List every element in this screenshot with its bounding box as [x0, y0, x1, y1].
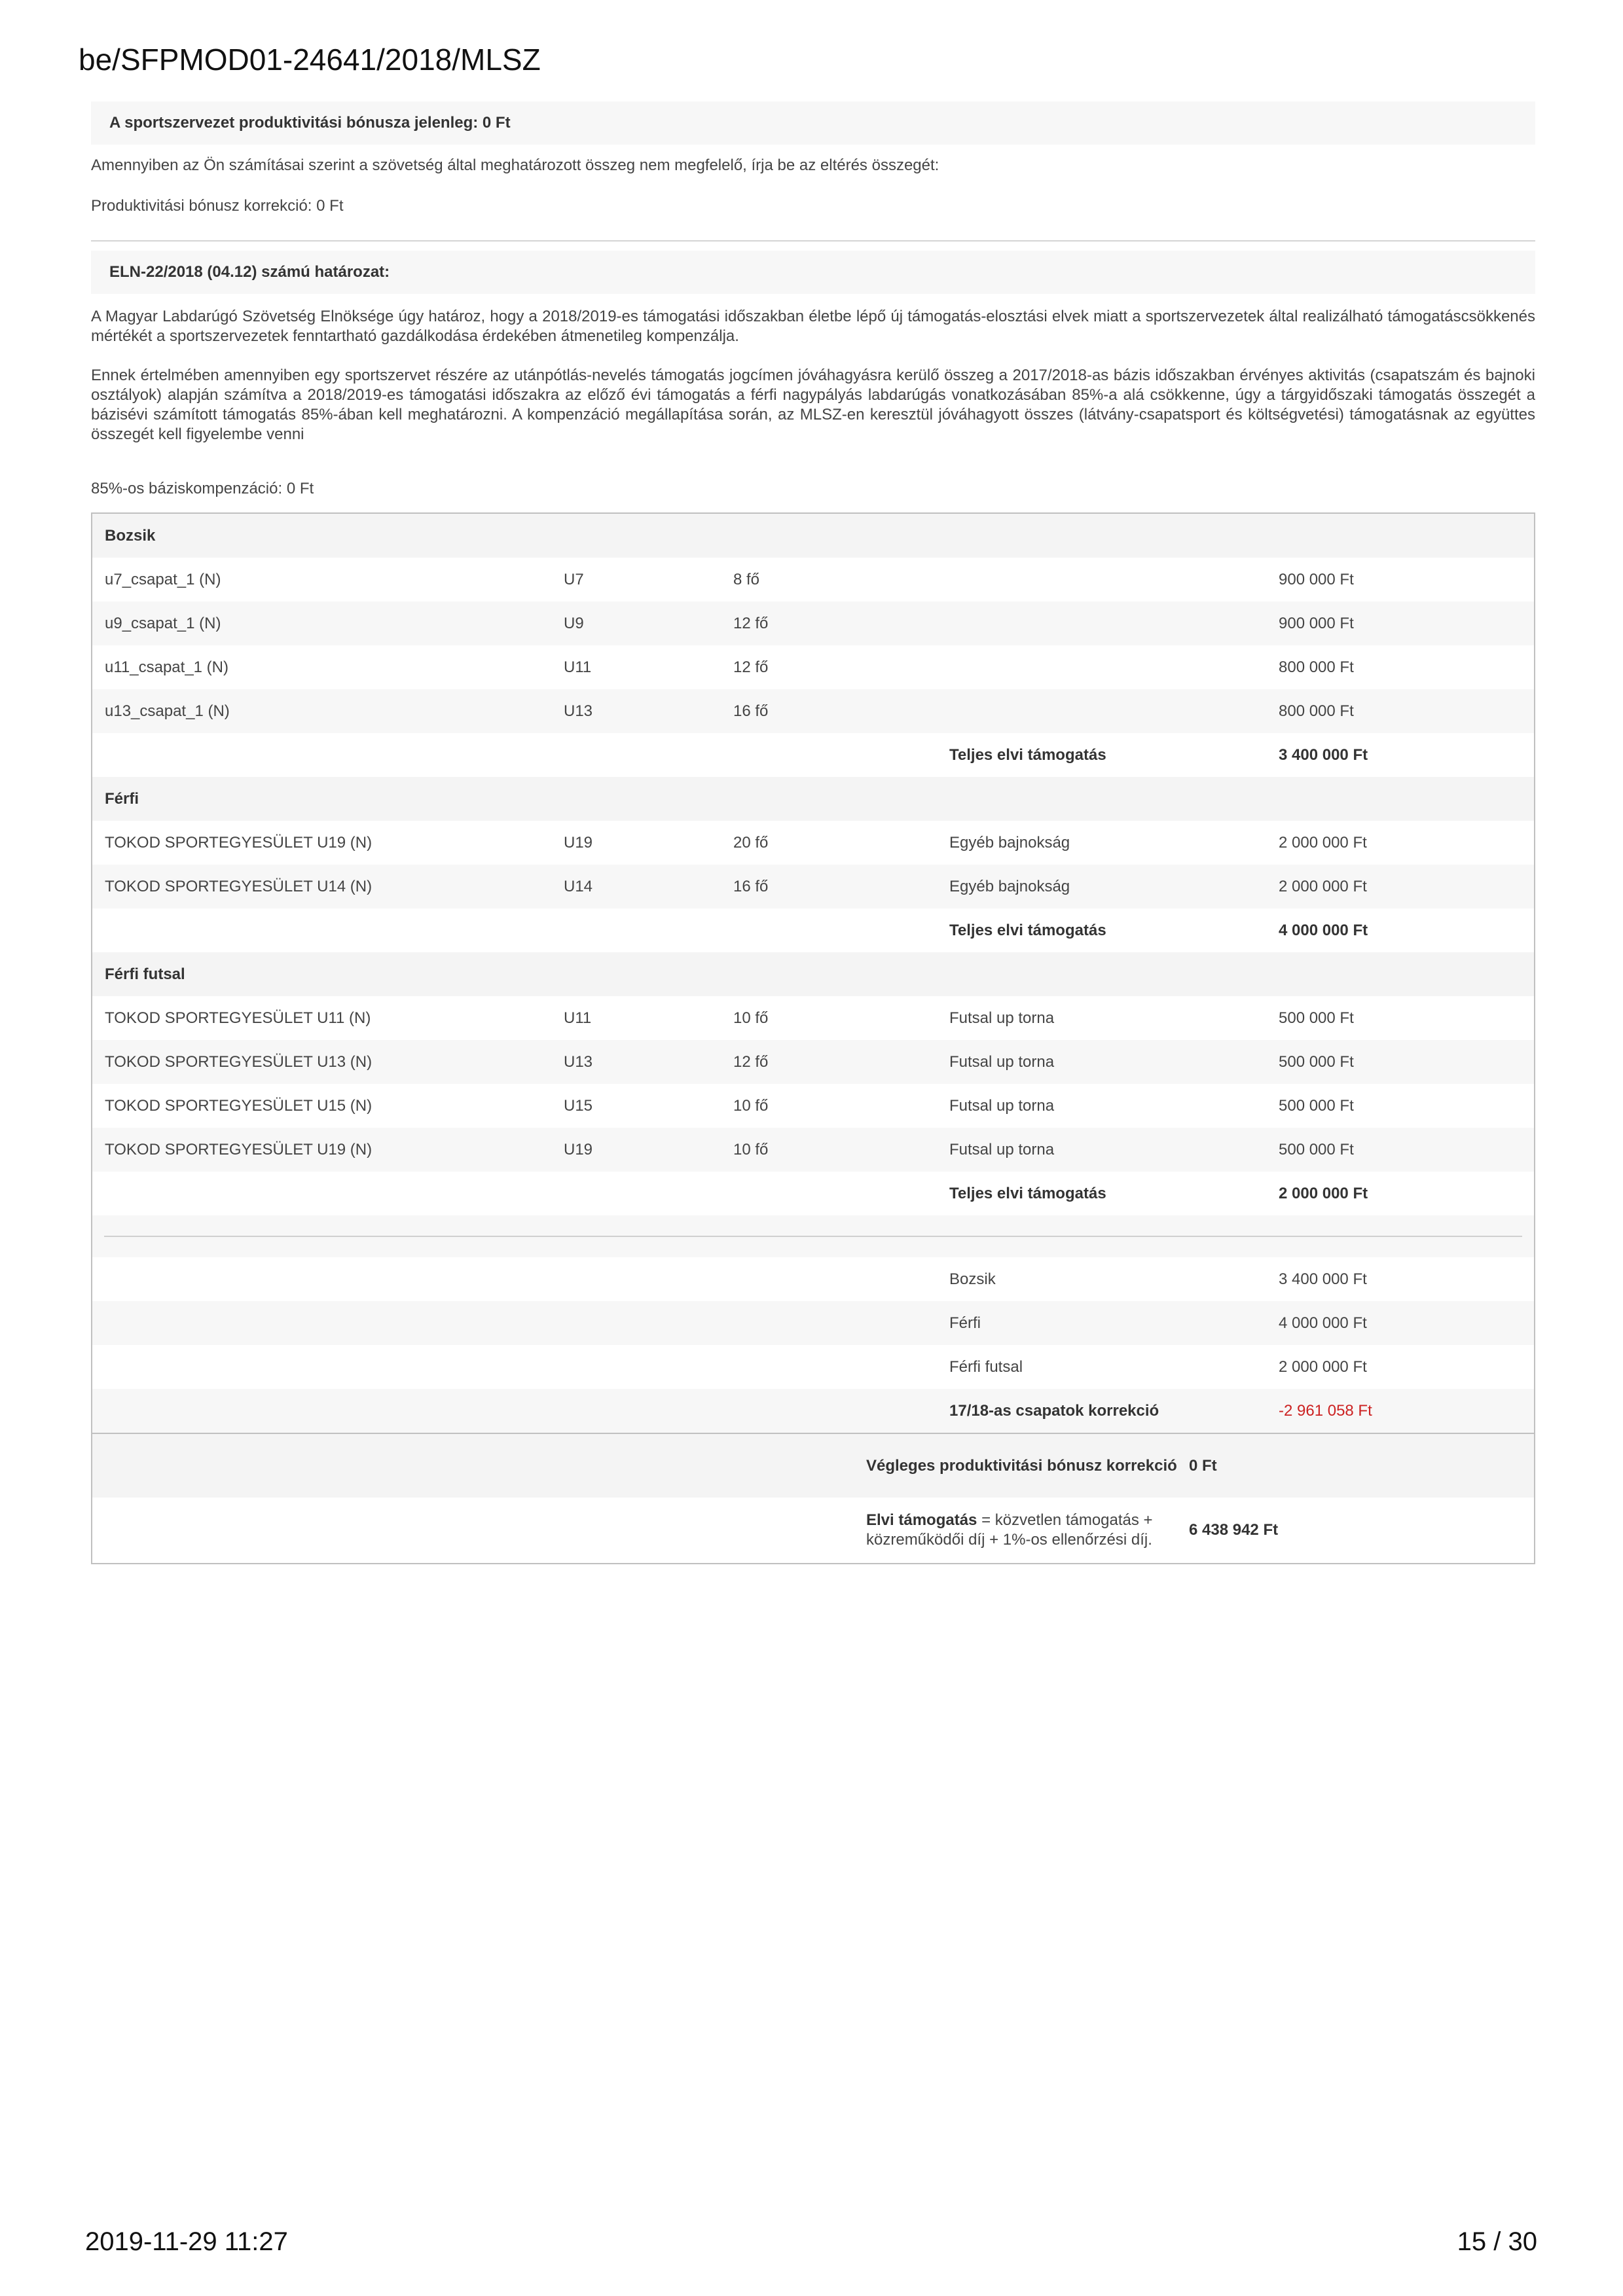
- group-header-row: [92, 952, 1535, 996]
- team-name-cell: TOKOD SPORTEGYESÜLET U19 (N): [105, 833, 373, 852]
- headcount-cell: 12 fő: [721, 601, 937, 645]
- print-timestamp: 2019-11-29 11:27: [85, 2227, 288, 2256]
- final-bonus-row: [92, 1434, 1535, 1498]
- total-label: Teljes elvi támogatás: [949, 921, 1106, 939]
- total-label: Teljes elvi támogatás: [949, 1184, 1106, 1202]
- league-cell: Egyéb bajnokság: [949, 833, 1070, 852]
- summary-label: Férfi: [937, 1301, 1266, 1345]
- age-group-cell: U15: [564, 1096, 593, 1115]
- correction-row: [92, 1389, 1535, 1433]
- team-name-cell: u7_csapat_1 (N): [105, 570, 221, 588]
- headcount-cell: 10 fő: [733, 1096, 769, 1115]
- age-group-cell: U7: [564, 570, 584, 588]
- age-group-cell: U13: [551, 1040, 721, 1084]
- separator: [92, 1215, 1534, 1257]
- group-name: Férfi: [92, 777, 1535, 821]
- final-summary-body: [92, 1434, 1535, 1564]
- final-bonus-label-text: Végleges produktivitási bónusz korrekció: [866, 1456, 1177, 1475]
- amount-cell: 500 000 Ft: [1266, 1128, 1535, 1172]
- team-name-cell: TOKOD SPORTEGYESÜLET U15 (N): [105, 1096, 373, 1115]
- summary-label: Bozsik: [949, 1270, 996, 1288]
- empty-cell: [92, 1257, 937, 1301]
- table-row: [92, 601, 1535, 645]
- section-divider: [91, 240, 1535, 242]
- summary-row: [92, 1257, 1535, 1301]
- amount-cell: 900 000 Ft: [1279, 570, 1354, 588]
- team-name-cell: u13_csapat_1 (N): [92, 689, 551, 733]
- team-name-cell: u11_csapat_1 (N): [105, 658, 228, 676]
- final-bonus-label: [866, 1434, 1189, 1498]
- age-group-cell: U9: [551, 601, 721, 645]
- amount-cell: 800 000 Ft: [1266, 689, 1535, 733]
- summary-row: [92, 1345, 1535, 1389]
- elvi-support-label: [866, 1498, 1189, 1564]
- empty-cell: [92, 908, 937, 952]
- league-cell: [937, 645, 1266, 689]
- age-group-cell: U11: [564, 658, 592, 676]
- team-name-cell: u9_csapat_1 (N): [92, 601, 551, 645]
- empty-cell: [92, 733, 937, 777]
- correction-label: 17/18-as csapatok korrekció: [937, 1389, 1266, 1433]
- group-total-row: [92, 908, 1535, 952]
- age-group-cell: U19: [564, 833, 593, 852]
- summary-amount: 3 400 000 Ft: [1279, 1270, 1367, 1288]
- headcount-cell: 16 fő: [721, 865, 937, 908]
- amount-cell: 800 000 Ft: [1279, 658, 1354, 676]
- league-cell: Futsal up torna: [949, 1009, 1055, 1027]
- league-cell: [937, 689, 1266, 733]
- total-amount: 2 000 000 Ft: [1279, 1184, 1368, 1202]
- resolution-paragraph-2: Ennek értelmében amennyiben egy sportszervet részére az utánpótlás-nevelés támogatás jogcímen jóváhagyásra kerülő összeg a 2017/2018-as bázis időszakban érvényes aktivitás (csapatszám és bajnoki osztályok) alapján számítva a 2018/2019-es támogatási időszakra az előző évi támogatás a férfi nagypályás labdarúgás vonatkozásában 85%-a alá csökkenne, úgy a tárgyidőszaki támogatás összegét a bázisévi számított támogatás 85%-ában kell meghatározni. A kompenzáció megállapítása során, az MLSZ-en keresztül jóváhagyott összes (látvány-csapatsport és költségvetési) támogatásnak az együttes összegét kell figyelembe venni: [91, 367, 1535, 443]
- empty-cell: [92, 1172, 937, 1215]
- final-bonus-amount: 0 Ft: [1189, 1434, 1535, 1498]
- base-compensation-line: 85%-os báziskompenzáció: 0 Ft: [91, 480, 314, 497]
- headcount-cell: 12 fő: [721, 1040, 937, 1084]
- document-id: be/SFPMOD01-24641/2018/MLSZ: [79, 43, 541, 77]
- age-group-cell: U11: [564, 1009, 592, 1027]
- amount-cell: 900 000 Ft: [1266, 601, 1535, 645]
- productivity-correction-line: Produktivitási bónusz korrekció: 0 Ft: [91, 197, 344, 215]
- total-amount: 3 400 000 Ft: [1279, 745, 1368, 764]
- table-row: [92, 645, 1535, 689]
- league-cell: Futsal up torna: [937, 1128, 1266, 1172]
- team-name-cell: TOKOD SPORTEGYESÜLET U11 (N): [105, 1009, 371, 1027]
- league-cell: Futsal up torna: [949, 1096, 1055, 1115]
- table-row: [92, 558, 1535, 601]
- team-name-cell: TOKOD SPORTEGYESÜLET U13 (N): [92, 1040, 551, 1084]
- headcount-cell: 10 fő: [733, 1009, 769, 1027]
- empty-cell: [92, 1498, 866, 1564]
- total-label: Teljes elvi támogatás: [949, 745, 1106, 764]
- team-name-cell: TOKOD SPORTEGYESÜLET U19 (N): [92, 1128, 551, 1172]
- summary-amount: 2 000 000 Ft: [1279, 1357, 1367, 1376]
- group-total-row: [92, 1172, 1535, 1215]
- empty-cell: [92, 1434, 866, 1498]
- separator-cell: [92, 1215, 1535, 1257]
- page-number: 15 / 30: [1457, 2227, 1537, 2256]
- amount-cell: 500 000 Ft: [1279, 1009, 1354, 1027]
- headcount-cell: 10 fő: [721, 1128, 937, 1172]
- age-group-cell: U13: [551, 689, 721, 733]
- table-row: [92, 865, 1535, 908]
- summary-amount: 4 000 000 Ft: [1266, 1301, 1535, 1345]
- amount-cell: 2 000 000 Ft: [1266, 865, 1535, 908]
- support-table-body: [92, 513, 1535, 1433]
- table-row: [92, 1128, 1535, 1172]
- age-group-cell: U14: [551, 865, 721, 908]
- amount-cell: 2 000 000 Ft: [1279, 833, 1367, 852]
- divider-line: [104, 1215, 1522, 1237]
- headcount-cell: 8 fő: [733, 570, 760, 588]
- group-name: Bozsik: [92, 513, 1535, 558]
- table-row: [92, 1040, 1535, 1084]
- table-row: [92, 821, 1535, 865]
- resolution-paragraph-1: A Magyar Labdarúgó Szövetség Elnöksége úgy határoz, hogy a 2018/2019-es támogatási időszakban életbe lépő új támogatás-elosztási elvek miatt a sportszervezetek által realizálható támogatáscsökkenés mértékét a sportszervezetek fenntartható gazdálkodása érdekében átmenetileg kompenzálja.: [91, 308, 1535, 345]
- league-cell: Egyéb bajnokság: [937, 865, 1266, 908]
- productivity-bonus-box: A sportszervezet produktivitási bónusza jelenleg: 0 Ft: [91, 101, 1535, 145]
- group-header-row: [92, 777, 1535, 821]
- empty-cell: [92, 1301, 937, 1345]
- correction-amount: -2 961 058 Ft: [1266, 1389, 1535, 1433]
- elvi-support-label-rest: = közvetlen támogatás + közreműködői díj + 1%-os ellenőrzési díj.: [866, 1511, 1153, 1549]
- amount-cell: 500 000 Ft: [1279, 1096, 1354, 1115]
- age-group-cell: U19: [551, 1128, 721, 1172]
- elvi-support-label-bold: Elvi támogatás: [866, 1511, 977, 1529]
- group-name: Férfi futsal: [92, 952, 1535, 996]
- league-cell: [937, 558, 1266, 601]
- correction-instruction: Amennyiben az Ön számításai szerint a szövetség által meghatározott összeg nem megfelelő, írja be az eltérés összegét:: [91, 156, 939, 174]
- resolution-title: ELN-22/2018 (04.12) számú határozat:: [91, 251, 1535, 294]
- table-row: [92, 1084, 1535, 1128]
- elvi-support-row: [92, 1498, 1535, 1564]
- elvi-support-amount: 6 438 942 Ft: [1189, 1498, 1535, 1564]
- headcount-cell: 16 fő: [721, 689, 937, 733]
- empty-cell: [92, 1345, 937, 1389]
- separator-row: [92, 1215, 1535, 1257]
- support-table: [91, 512, 1535, 1434]
- table-row: [92, 689, 1535, 733]
- headcount-cell: 12 fő: [733, 658, 769, 676]
- group-total-row: [92, 733, 1535, 777]
- team-name-cell: TOKOD SPORTEGYESÜLET U14 (N): [92, 865, 551, 908]
- total-amount: 4 000 000 Ft: [1279, 921, 1368, 939]
- final-summary-table: [91, 1434, 1535, 1564]
- headcount-cell: 20 fő: [733, 833, 769, 852]
- empty-cell: [92, 1389, 937, 1433]
- summary-row: [92, 1301, 1535, 1345]
- league-cell: Futsal up torna: [937, 1040, 1266, 1084]
- group-header-row: [92, 513, 1535, 558]
- table-row: [92, 996, 1535, 1040]
- summary-label: Férfi futsal: [949, 1357, 1023, 1376]
- page-content: [91, 101, 1535, 1564]
- amount-cell: 500 000 Ft: [1266, 1040, 1535, 1084]
- league-cell: [937, 601, 1266, 645]
